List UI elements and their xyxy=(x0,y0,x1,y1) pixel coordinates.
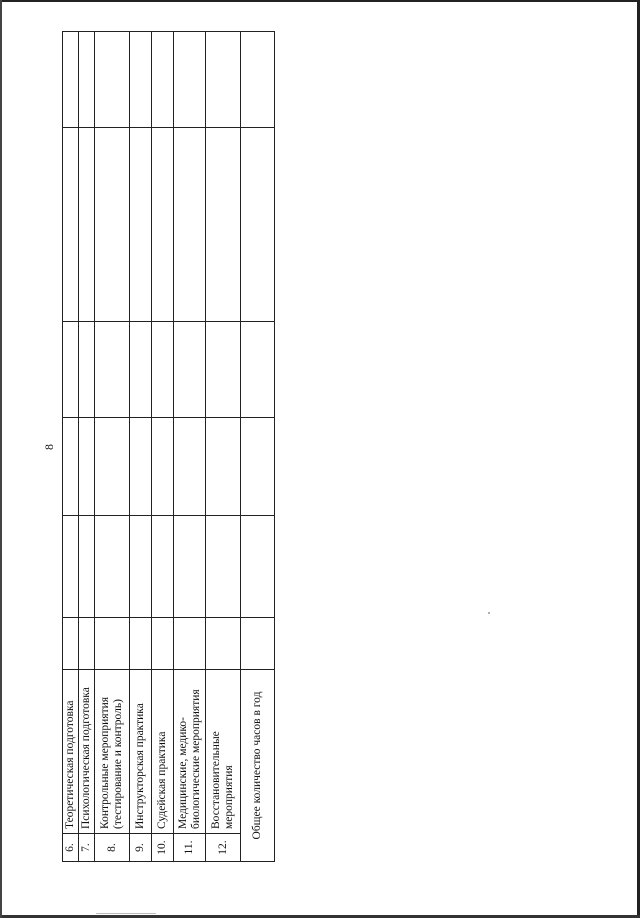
row-name: Инструкторская практика xyxy=(130,670,152,834)
table-cell xyxy=(152,32,174,128)
table-cell xyxy=(152,418,174,516)
table-cell xyxy=(130,128,152,322)
table-row xyxy=(206,32,241,862)
table-cell xyxy=(241,128,275,322)
table-cell xyxy=(63,418,79,516)
table-cell xyxy=(63,516,79,618)
table-row xyxy=(152,32,174,862)
table-cell xyxy=(206,418,241,516)
table-cell xyxy=(241,418,275,516)
table-cell xyxy=(79,128,95,322)
table-cell xyxy=(174,516,206,618)
table-cell xyxy=(174,418,206,516)
table-cell xyxy=(241,322,275,418)
table-rotation-wrapper xyxy=(62,32,274,862)
table-row xyxy=(63,32,79,862)
table-cell xyxy=(79,322,95,418)
table-cell xyxy=(130,516,152,618)
table-cell xyxy=(152,516,174,618)
table-cell xyxy=(95,322,130,418)
row-number: 10. xyxy=(152,834,174,862)
page-border-top xyxy=(0,0,640,2)
page-border-left xyxy=(0,0,2,918)
table-cell xyxy=(152,322,174,418)
table-cell xyxy=(206,322,241,418)
table-cell xyxy=(63,32,79,128)
table-row xyxy=(174,32,206,862)
row-name: Восстановительные мероприятия xyxy=(206,670,241,834)
table-cell xyxy=(241,516,275,618)
table-row xyxy=(79,32,95,862)
training-plan-table xyxy=(62,31,275,862)
table-cell xyxy=(174,322,206,418)
table-cell xyxy=(130,32,152,128)
table-cell xyxy=(152,128,174,322)
table-cell xyxy=(241,618,275,670)
table-cell xyxy=(79,516,95,618)
scan-speck xyxy=(96,913,156,914)
row-number: 8. xyxy=(95,834,130,862)
table-cell xyxy=(95,516,130,618)
table-cell xyxy=(79,618,95,670)
table-cell xyxy=(241,32,275,128)
table-cell xyxy=(95,418,130,516)
table-cell xyxy=(63,128,79,322)
table-cell xyxy=(174,618,206,670)
row-name: Судейская практика xyxy=(152,670,174,834)
page-number: 8 xyxy=(42,444,56,450)
table-cell xyxy=(130,322,152,418)
table-cell xyxy=(174,32,206,128)
table-cell xyxy=(206,516,241,618)
table-cell xyxy=(130,618,152,670)
table-cell xyxy=(79,418,95,516)
table-container xyxy=(62,32,274,862)
table-cell xyxy=(174,128,206,322)
table-cell xyxy=(63,618,79,670)
table-cell xyxy=(95,32,130,128)
table-cell xyxy=(206,618,241,670)
row-name: Теоретическая подготовка xyxy=(63,670,79,834)
row-number: 6. xyxy=(63,834,79,862)
table-cell xyxy=(95,618,130,670)
row-name: Медицинские, медико-биологические мероприятия xyxy=(174,670,206,834)
table-cell xyxy=(95,128,130,322)
table-row-total xyxy=(241,32,275,862)
row-number: 12. xyxy=(206,834,241,862)
table-row xyxy=(95,32,130,862)
table-cell xyxy=(63,322,79,418)
table-cell xyxy=(130,418,152,516)
table-cell xyxy=(79,32,95,128)
row-name: Контрольные мероприятия (тестирование и контроль) xyxy=(95,670,130,834)
scan-speck xyxy=(488,612,490,614)
total-hours-label: Общее количество часов в год xyxy=(241,670,275,862)
row-number: 7. xyxy=(79,834,95,862)
row-number: 11. xyxy=(174,834,206,862)
row-number: 9. xyxy=(130,834,152,862)
table-row xyxy=(130,32,152,862)
row-name: Психологическая подготовка xyxy=(79,670,95,834)
table-cell xyxy=(206,32,241,128)
table-cell xyxy=(206,128,241,322)
table-cell xyxy=(152,618,174,670)
